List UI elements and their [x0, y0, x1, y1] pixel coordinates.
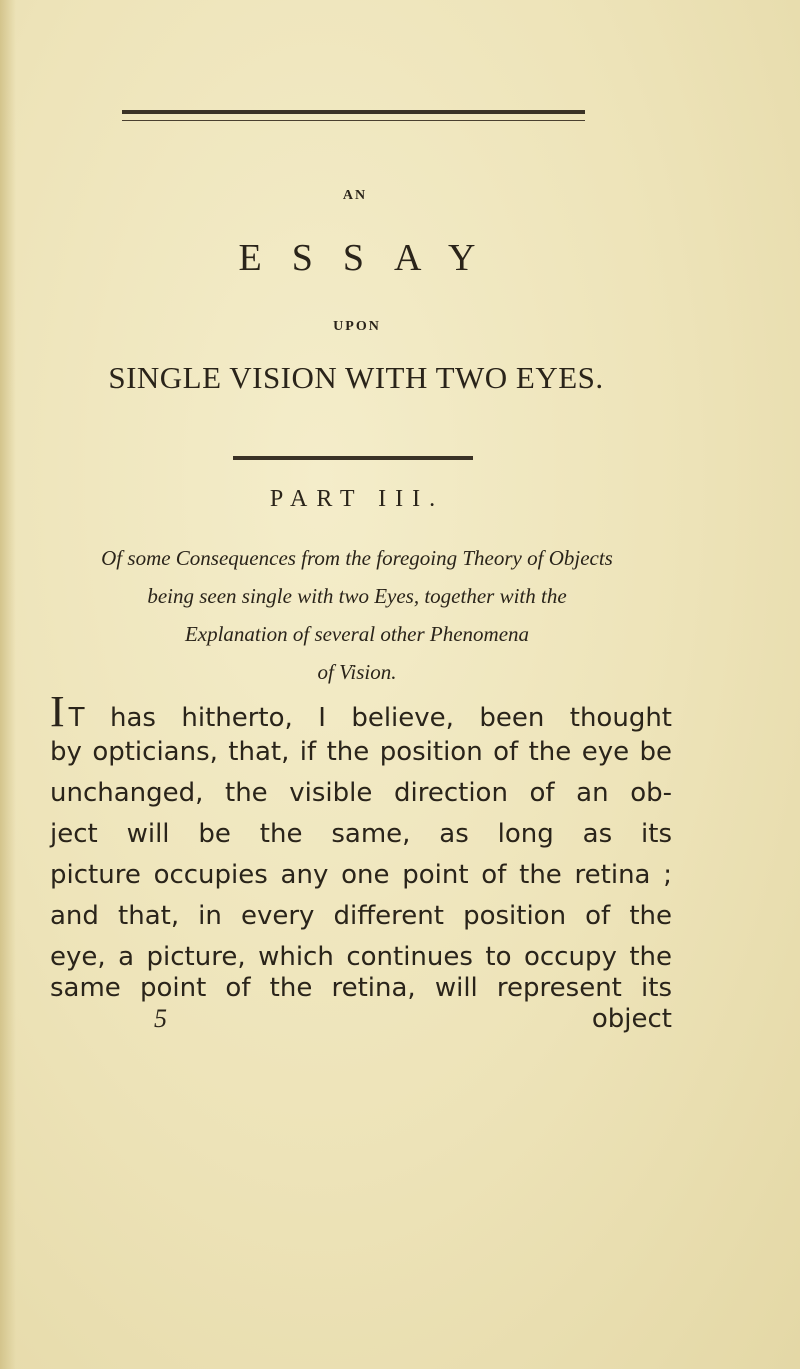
body-text-line: picture occupies any one point of the retina ; — [50, 860, 672, 890]
section-heading-line: of Vision. — [317, 660, 397, 684]
top-rule — [122, 110, 585, 114]
part-heading: PART III. — [269, 486, 445, 512]
body-text-line: T has hitherto, I believe, been thought — [68, 703, 672, 733]
body-text-line: by opticians, that, if the position of the eye be — [50, 737, 672, 767]
title-an: AN — [342, 188, 368, 203]
title-essay: ESSAY — [238, 237, 506, 279]
body-text-line: same point of the retina, will represent its — [50, 973, 672, 1003]
section-heading-line: Explanation of several other Phenomena — [184, 622, 530, 646]
body-first-line — [50, 687, 672, 736]
catchword: object — [591, 1004, 672, 1034]
top-rule-thin — [122, 120, 585, 121]
middle-rule — [233, 456, 473, 460]
body-text-line: eye, a picture, which continues to occupy the — [50, 942, 672, 972]
section-heading-line: being seen single with two Eyes, together with the — [147, 584, 567, 608]
body-text-line: ject will be the same, as long as its — [50, 819, 672, 849]
section-heading-line: Of some Consequences from the foregoing Theory of Objects — [101, 546, 613, 570]
title-subject: SINGLE VISION WITH TWO EYES. — [108, 360, 604, 395]
page-footer — [50, 1004, 672, 1040]
signature-mark: 5 — [154, 1004, 167, 1033]
title-upon: UPON — [333, 319, 381, 334]
body-text-line: and that, in every different position of the — [50, 901, 672, 931]
body-text-line: unchanged, the visible direction of an ob- — [50, 778, 672, 808]
drop-cap: I — [50, 687, 65, 736]
